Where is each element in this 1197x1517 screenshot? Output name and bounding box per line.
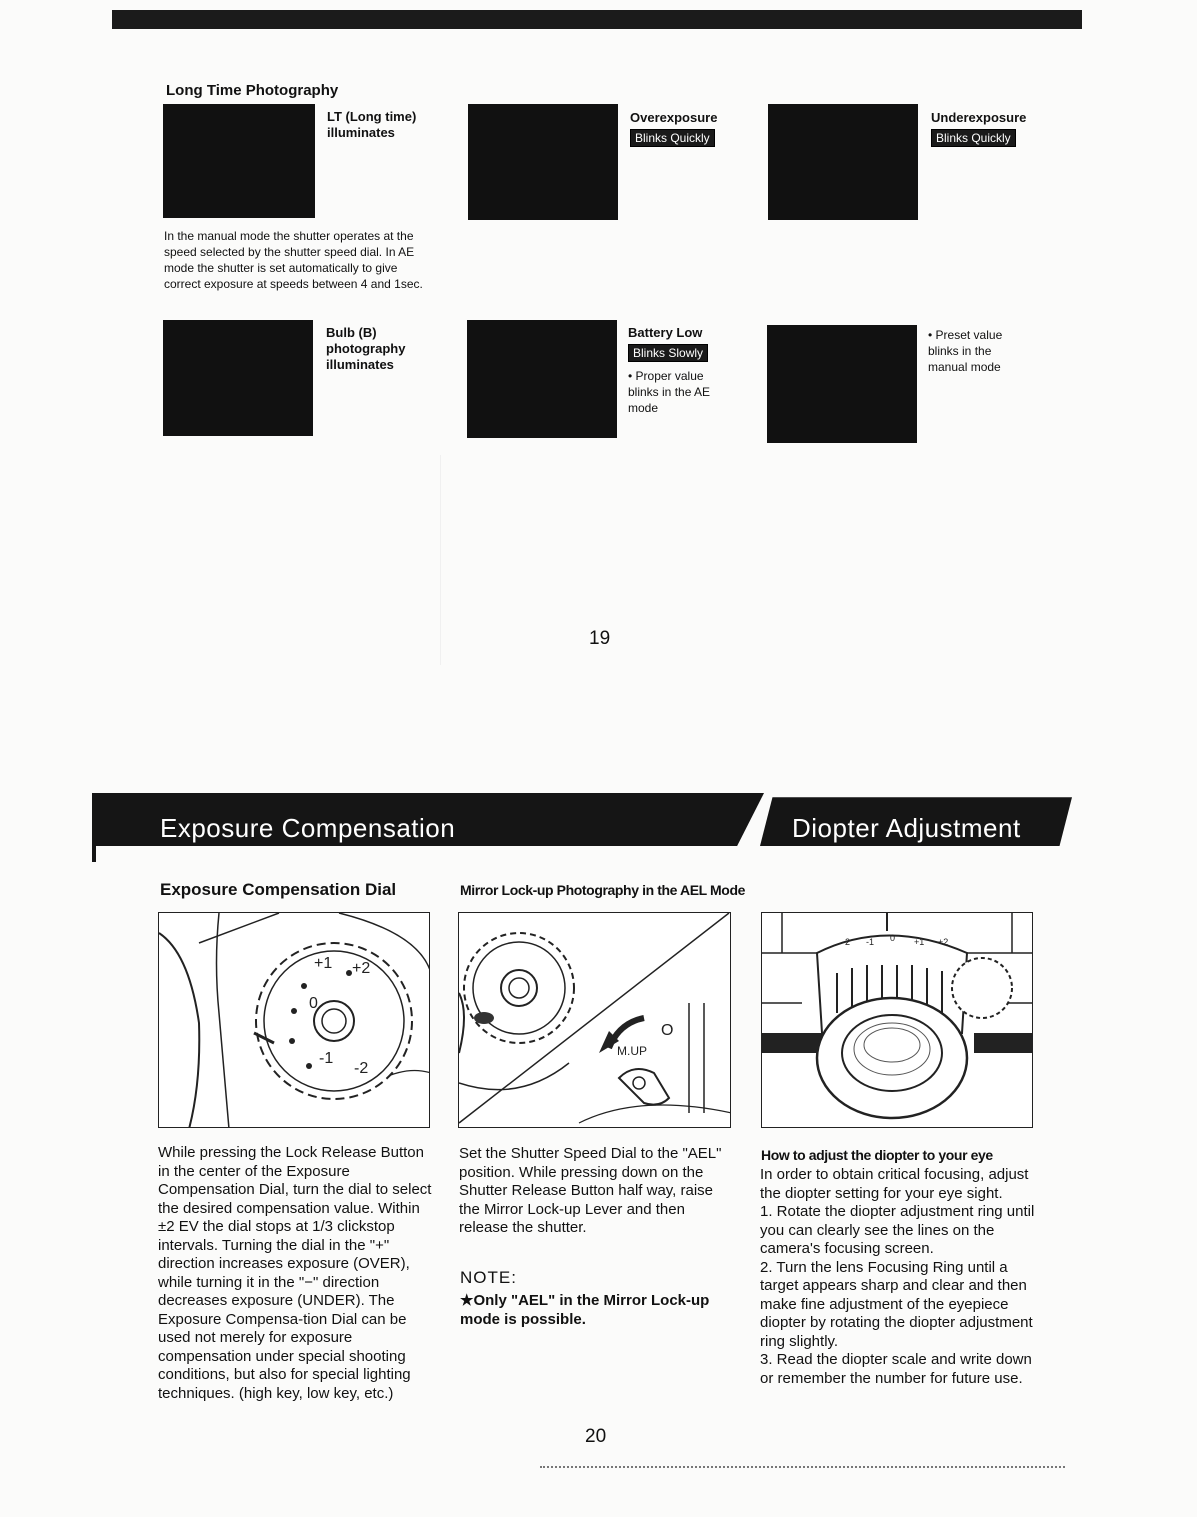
mup-label: M.UP [617, 1044, 647, 1058]
exposure-compensation-title: Exposure Compensation [160, 813, 456, 843]
show-through-text [440, 455, 710, 665]
battery-low-display-image [467, 320, 617, 438]
mirror-lockup-illustration [459, 913, 731, 1128]
overexposure-block [630, 110, 740, 147]
note-text: ★Only "AEL" in the Mirror Lock-up mode is possible. [460, 1292, 710, 1328]
diopter-scale-label: +2 [938, 937, 949, 947]
mirror-lockup-figure [458, 912, 731, 1128]
manual-mode-text: In the manual mode the shutter operates at the speed selected by the shutter speed dial. In AE mode the shutter is set automatically to give correct exposure at speeds between 4 and 1sec. [164, 229, 423, 291]
underexposure-blink-badge: Blinks Quickly [931, 129, 1016, 147]
underexposure-label: Underexposure [931, 110, 1027, 125]
lt-label: LT (Long time) illuminates [327, 109, 417, 140]
battery-low-label: Battery Low [628, 325, 703, 340]
exposure-compensation-dial-figure [158, 912, 430, 1128]
battery-low-block [628, 325, 738, 416]
dial-mark-label: +2 [352, 960, 371, 977]
dial-mark-label: 0 [309, 995, 318, 1012]
col1-heading: Exposure Compensation Dial [160, 880, 397, 899]
overexposure-blink-badge: Blinks Quickly [630, 129, 715, 147]
lt-display-image [163, 104, 315, 218]
col3-step1: 1. Rotate the diopter adjustment ring until you can clearly see the lines on the camera's focusing screen. [760, 1203, 1035, 1257]
dial-mark-label: -2 [354, 1060, 369, 1077]
lever-o-label: O [661, 1022, 674, 1039]
header-bar [112, 10, 1082, 29]
proper-value-note: • Proper value blinks in the AE mode [628, 369, 711, 415]
bulb-label: Bulb (B) photography illuminates [326, 325, 406, 372]
col1-text: While pressing the Lock Release Button in the center of the Exposure Compensation Dial, turn the dial to select the desired compensation value. Within ±2 EV the dial stops at 1/3 clickstop intervals. Turning the dial in the "+" direction increases exposure (OVER), while turning it in the "−" direction decreases exposure (UNDER). The Exposure Compensa-tion Dial can be used not merely for exposure compensation under special shooting conditions, but also for special lighting techniques. (high key, low key, etc.) [158, 1144, 432, 1402]
bulb-display-image [163, 320, 313, 436]
diopter-scale-label: 0 [890, 933, 896, 943]
long-time-title: Long Time Photography [166, 82, 339, 99]
col3-heading: How to adjust the diopter to your eye [761, 1147, 993, 1163]
dial-mark-label: -1 [319, 1050, 334, 1067]
diopter-figure [761, 912, 1033, 1128]
diopter-scale-label: -1 [866, 937, 875, 947]
overexposure-label: Overexposure [630, 110, 718, 125]
battery-low-blink-badge: Blinks Slowly [628, 344, 708, 362]
page-number-19: 19 [589, 628, 611, 649]
diopter-illustration [762, 913, 1033, 1128]
diopter-scale-label: +1 [914, 937, 925, 947]
col3-step3: 3. Read the diopter scale and write down or remember the number for future use. [760, 1351, 1032, 1387]
dial-mark-label: +1 [314, 955, 333, 972]
diopter-adjustment-title: Diopter Adjustment [792, 813, 1021, 843]
page-number-20: 20 [585, 1426, 607, 1447]
col2-text: Set the Shutter Speed Dial to the "AEL" position. While pressing down on the Shutter Release Button half way, raise the Mirror Lock-up Lever and then release the shutter. [459, 1145, 722, 1236]
diopter-scale-label: -2 [842, 937, 851, 947]
note-heading: NOTE: [460, 1268, 517, 1287]
col2-heading: Mirror Lock-up Photography in the AEL Mode [460, 882, 745, 898]
banner-edge [92, 838, 96, 862]
underexposure-block [931, 110, 1051, 147]
preset-value-note: • Preset value blinks in the manual mode [928, 328, 1003, 374]
dial-illustration [159, 913, 430, 1128]
scan-noise [540, 1466, 1065, 1476]
col3-intro: In order to obtain critical focusing, adjust the diopter setting for your eye sight. [760, 1166, 1029, 1202]
col3-step2: 2. Turn the lens Focusing Ring until a target appears sharp and clear and then make fine adjustment of the eyepiece diopter by rotating the diopter adjustment ring slightly. [760, 1258, 1033, 1350]
underexposure-display-image [768, 104, 918, 220]
overexposure-display-image [468, 104, 618, 220]
preset-display-image [767, 325, 917, 443]
col3-body [760, 1166, 1040, 1388]
